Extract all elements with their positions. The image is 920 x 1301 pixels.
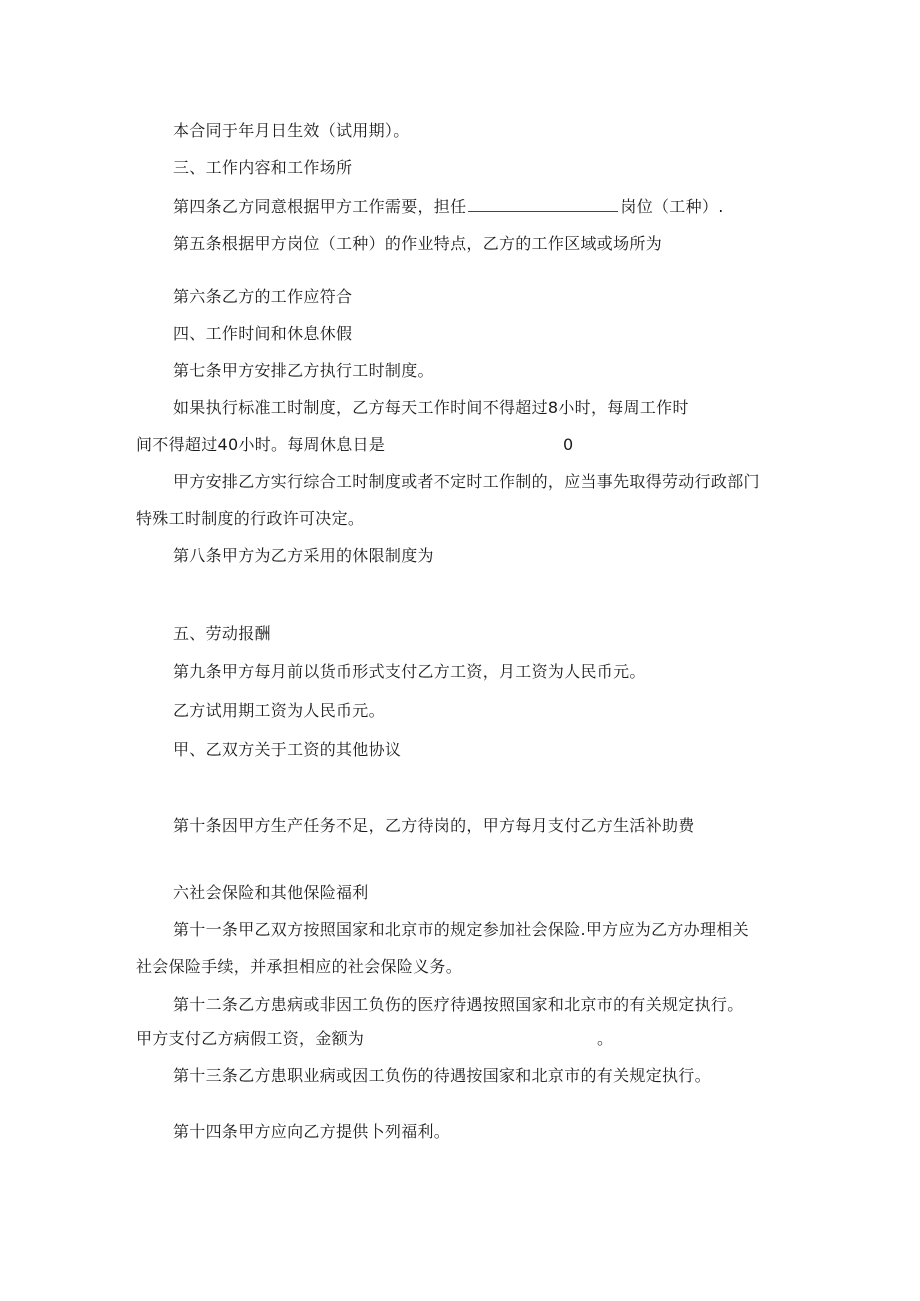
rest-day-value: 0 [563,435,574,454]
clause-4-suffix: 岗位（工种）. [620,197,724,216]
position-blank [468,197,618,212]
clause-9: 第九条甲方每月前以货币形式支付乙方工资，月工资为人民币元。 [173,662,646,681]
special-hours-line-1: 甲方安排乙方实行综合工时制度或者不定时工作制的，应当事先取得劳动行政部门 [173,472,760,491]
clause-8: 第八条甲方为乙方采用的休限制度为 [173,546,434,565]
section-heading-4: 四、工作时间和休息休假 [173,324,353,343]
clause-11-line-2: 社会保险手续，并承担相应的社会保险义务。 [136,957,463,976]
section-heading-5: 五、劳动报酬 [173,624,271,643]
clause-12-line-1: 第十二条乙方患病或非因工负伤的医疗待遇按照国家和北京市的有关规定执行。 [173,995,744,1014]
standard-hours-line-1: 如果执行标准工时制度，乙方每天工作时间不得超过8小时，每周工作时 [173,398,689,417]
other-wage-agreement: 甲、乙双方关于工资的其他协议 [173,740,402,759]
clause-4 [173,197,724,217]
clause-5: 第五条根据甲方岗位（工种）的作业特点，乙方的工作区域或场所为 [173,234,663,253]
section-heading-6: 六社会保险和其他保险福利 [173,883,369,902]
clause-effective-date: 本合同于年月日生效（试用期）。 [173,121,410,140]
clause-12-line-2: 甲方支付乙方病假工资，金额为 [136,1029,365,1048]
special-hours-line-2: 特殊工时制度的行政许可决定。 [136,509,365,528]
clause-12-end-mark: 。 [597,1029,614,1048]
clause-4-text: 第四条乙方同意根据甲方工作需要，担任 [173,197,467,216]
clause-11-line-1: 第十一条甲乙双方按照国家和北京市的规定参加社会保险.甲方应为乙方办理相关 [173,920,749,939]
standard-hours-line-2: 间不得超过40小时。每周休息日是 [136,435,386,454]
clause-13: 第十三条乙方患职业病或因工负伤的待遇按国家和北京市的有关规定执行。 [173,1066,711,1085]
clause-10: 第十条因甲方生产任务不足，乙方待岗的，甲方每月支付乙方生活补助费 [173,816,695,835]
probation-wage: 乙方试用期工资为人民币元。 [173,701,385,720]
clause-6: 第六条乙方的工作应符合 [173,287,353,306]
clause-7: 第七条甲方安排乙方执行工时制度。 [173,361,434,380]
section-heading-3: 三、工作内容和工作场所 [173,158,353,177]
clause-14: 第十四条甲方应向乙方提供卜列福利。 [173,1122,451,1141]
